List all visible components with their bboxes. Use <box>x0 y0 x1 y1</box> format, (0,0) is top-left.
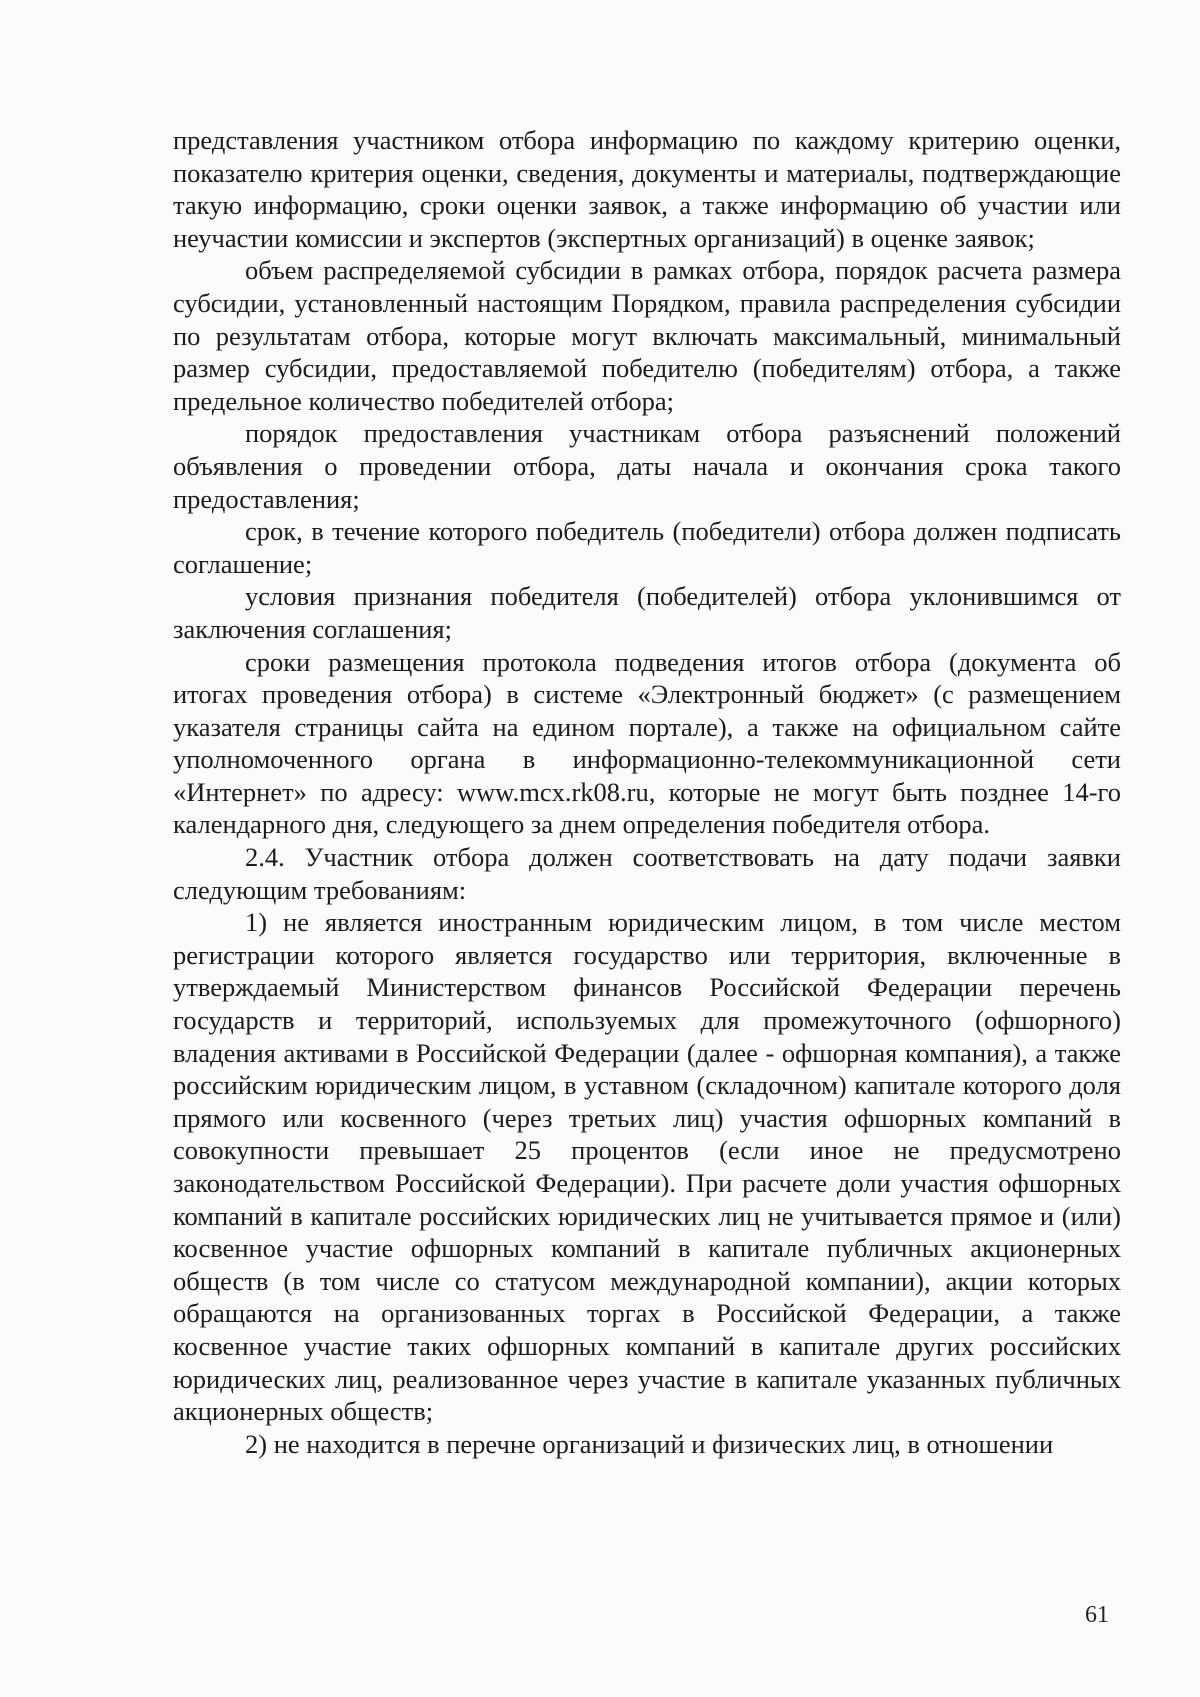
paragraph-evaluation-info: представления участником отбора информацию по каждому критерию оценки, показателю критерия оценки, сведения, документы и материалы, подтверждающие такую информацию, сроки оценки заявок, а также информацию об участии или неучастии комиссии и экспертов (экспертных организаций) в оценке заявок; <box>173 125 1121 253</box>
page-number: 61 <box>1085 1602 1109 1628</box>
paragraph-requirement-2: 2) не находится в перечне организаций и физических лиц, в отношении <box>245 1428 1054 1459</box>
paragraph-evasion-conditions: условия признания победителя (победителей) отбора уклонившимся от заключения соглашения; <box>173 581 1121 644</box>
paragraph-agreement-deadline: срок, в течение которого победитель (победители) отбора должен подписать соглашение; <box>173 516 1121 579</box>
paragraph-protocol-publication: сроки размещения протокола подведения итогов отбора (документа об итогах проведения отбора) в системе «Электронный бюджет» (с размещением указателя страницы сайта на едином портале), а также на официальном сайте уполномоченного органа в информационно-телекоммуникационной сети «Интернет» по адресу: www.mcx.rk08.ru, которые не могут быть позднее 14-го календарного дня, следующего за днем определения победителя отбора. <box>173 646 1121 840</box>
paragraph-clarification-order: порядок предоставления участникам отбора разъяснений положений объявления о проведении отбора, даты начала и окончания срока такого предоставления; <box>173 418 1121 514</box>
document-body <box>173 124 1121 1460</box>
paragraph-section-2-4: 2.4. Участник отбора должен соответствовать на дату подачи заявки следующим требованиям: <box>173 842 1121 905</box>
paragraph-requirement-1: 1) не является иностранным юридическим лицом, в том числе местом регистрации которого является государство или территория, включенные в утверждаемый Министерством финансов Российской Федерации перечень государств и территорий, используемых для промежуточного (офшорного) владения активами в Российской Федерации (далее - офшорная компания), а также российским юридическим лицом, в уставном (складочном) капитале которого доля прямого или косвенного (через третьих лиц) участия офшорных компаний в совокупности превышает 25 процентов (если иное не предусмотрено законодательством Российской Федерации). При расчете доли участия офшорных компаний в капитале российских юридических лиц не учитывается прямое и (или) косвенное участие офшорных компаний в капитале публичных акционерных обществ (в том числе со статусом международной компании), акции которых обращаются на организованных торгах в Российской Федерации, а также косвенное участие таких офшорных компаний в капитале других российских юридических лиц, реализованное через участие в капитале указанных публичных акционерных обществ; <box>173 907 1121 1427</box>
paragraph-subsidy-volume: объем распределяемой субсидии в рамках отбора, порядок расчета размера субсидии, установленный настоящим Порядком, правила распределения субсидии по результатам отбора, которые могут включать максимальный, минимальный размер субсидии, предоставляемой победителю (победителям) отбора, а также предельное количество победителей отбора; <box>173 255 1121 416</box>
